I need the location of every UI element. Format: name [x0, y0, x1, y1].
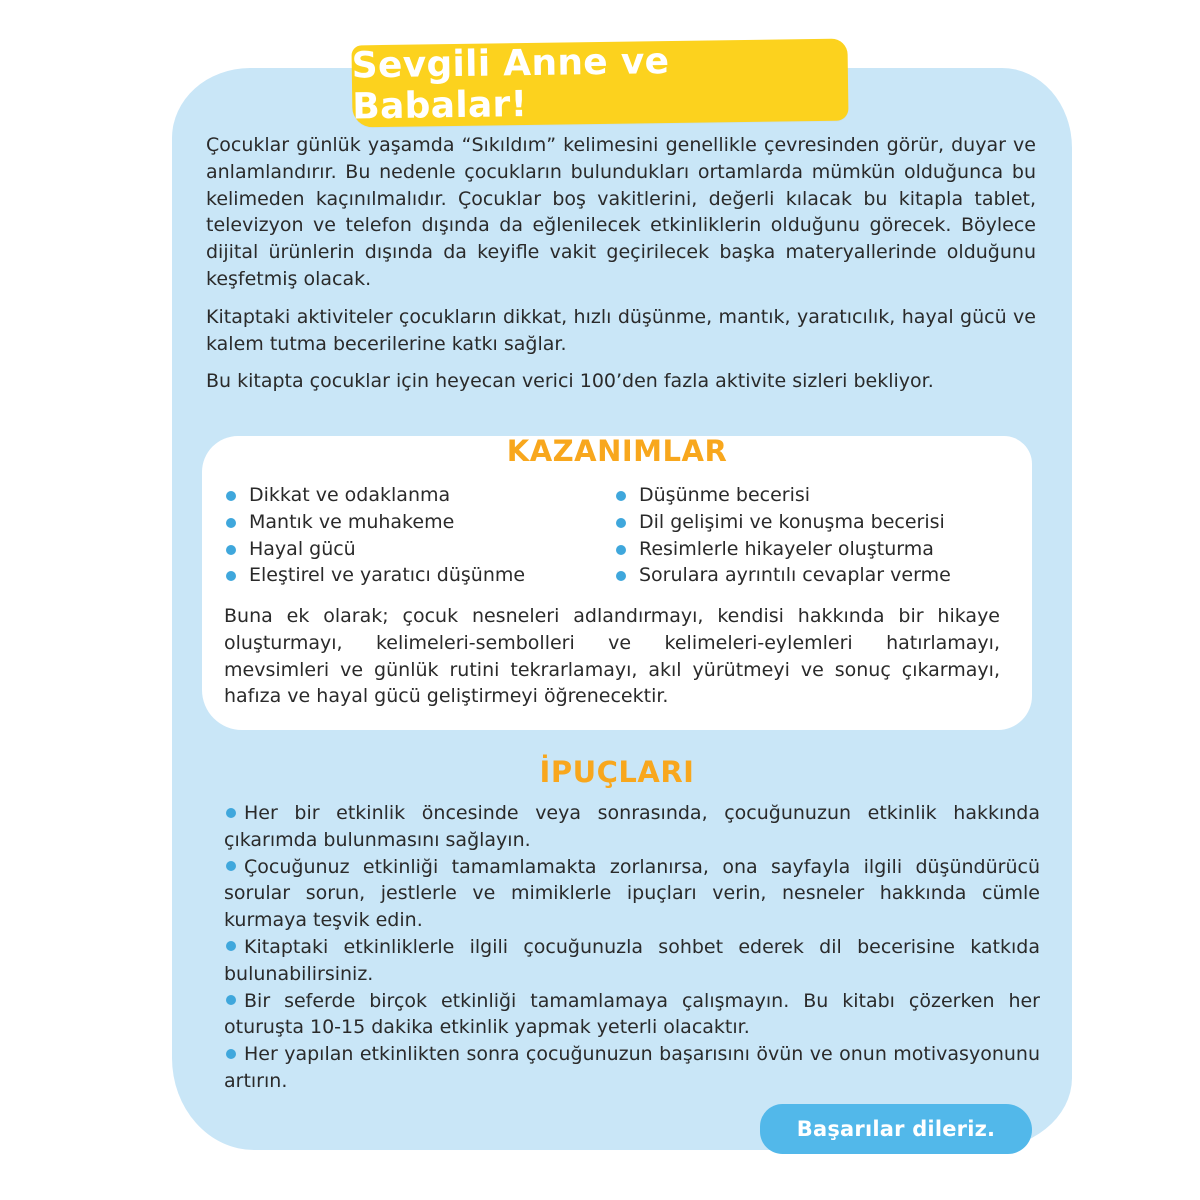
- intro-paragraph-1: Çocuklar günlük yaşamda “Sıkıldım” kelimesini genellikle çevresinden görür, duyar ve anlamlandırır. Bu nedenle çocukların bulundukları ortamlarda mümkün olduğunca bu kelimeden kaçınılmalıdır. Çocuklar boş vakitlerini, değerli kılacak bu kitapla tablet, televizyon ve telefon dışında da eğlenilecek etkinliklerin olduğunu görecek. Böylece dijital ürünlerin dışında da keyifle vakit geçirilecek başka materyallerinde olduğunu keşfetmiş olacak.: [206, 134, 1036, 290]
- bullet-icon: [616, 571, 626, 581]
- bullet-icon: [226, 545, 236, 555]
- list-item-label: Hayal gücü: [249, 537, 356, 560]
- bullet-icon: [616, 491, 626, 501]
- list-item: [612, 482, 1012, 509]
- tip-text: Her bir etkinlik öncesinde veya sonrasında, çocuğunuzun etkinlik hakkında çıkarımda bulunmasını sağlayın.: [224, 802, 1040, 851]
- tip-item: [224, 854, 1040, 934]
- footer-label: Başarılar dileriz.: [796, 1117, 996, 1141]
- intro-section: [206, 132, 1036, 406]
- tip-item: [224, 800, 1040, 854]
- title-banner: [351, 39, 848, 128]
- list-item: [612, 536, 1012, 563]
- kazanimlar-columns: [222, 482, 1012, 589]
- tip-item: [224, 1041, 1040, 1095]
- list-item-label: Sorulara ayrıntılı cevaplar verme: [639, 564, 951, 587]
- list-item: [222, 509, 612, 536]
- tip-item: [224, 934, 1040, 988]
- list-item-label: Düşünme becerisi: [639, 484, 811, 506]
- page-title: Sevgili Anne ve Babalar!: [351, 41, 670, 128]
- list-item: [612, 509, 1012, 536]
- bullet-icon: [226, 941, 236, 951]
- tip-text: Kitaptaki etkinliklerle ilgili çocuğunuzla sohbet ederek dil becerisine katkıda bulunabilirsiniz.: [224, 935, 1040, 985]
- bullet-icon: [226, 571, 236, 581]
- list-item: [222, 562, 612, 589]
- bullet-icon: [226, 491, 236, 501]
- tip-text: Her yapılan etkinlikten sonra çocuğunuzun başarısını övün ve onun motivasyonunu artırın.: [224, 1043, 1040, 1092]
- list-item-label: Mantık ve muhakeme: [249, 510, 455, 533]
- bullet-icon: [226, 808, 236, 818]
- bullet-icon: [226, 518, 236, 528]
- list-item: [612, 562, 1012, 589]
- list-item: [222, 536, 612, 563]
- list-item-label: Resimlerle hikayeler oluşturma: [639, 537, 934, 560]
- bullet-icon: [616, 518, 626, 528]
- bullet-icon: [226, 995, 236, 1005]
- bullet-icon: [226, 1049, 236, 1059]
- ipuclari-title: İPUÇLARI: [539, 755, 695, 789]
- list-item: [222, 482, 612, 509]
- ipuclari-list: [224, 800, 1040, 1095]
- kazanimlar-right-list: [612, 482, 1012, 589]
- footer-badge: [760, 1104, 1032, 1154]
- tip-text: Çocuğunuz etkinliği tamamlamakta zorlanırsa, ona sayfayla ilgili düşündürücü sorular sorun, jestlerle ve mimiklerle ipuçları verin, nesneler hakkında cümle kurmaya teşvik edin.: [224, 855, 1040, 932]
- bullet-icon: [616, 545, 626, 555]
- list-item-label: Eleştirel ve yaratıcı düşünme: [249, 564, 526, 587]
- kazanimlar-extra-paragraph: Buna ek olarak; çocuk nesneleri adlandırmayı, kendisi hakkında bir hikaye oluşturmayı, kelimeleri-sembolleri ve kelimeleri-eylemleri hatırlamayı, mevsimleri ve günlük rutini tekrarlamayı, akıl yürütmeyi ve sonuç çıkarmayı, hafıza ve hayal gücü geliştirmeyi öğrenecektir.: [224, 605, 1000, 708]
- tip-text: Bir seferde birçok etkinliği tamamlamaya çalışmayın. Bu kitabı çözerken her oturuşta 10-15 dakika etkinlik yapmak yeterli olacaktır.: [224, 989, 1040, 1039]
- bullet-icon: [226, 861, 236, 871]
- list-item-label: Dikkat ve odaklanma: [249, 484, 451, 506]
- kazanimlar-left-list: [222, 482, 612, 589]
- list-item-label: Dil gelişimi ve konuşma becerisi: [639, 510, 945, 533]
- intro-paragraph-2: Kitaptaki aktiviteler çocukların dikkat, hızlı düşünme, mantık, yaratıcılık, hayal gücü ve kalem tutma becerilerine katkı sağlar.: [206, 305, 1036, 355]
- kazanimlar-title: KAZANIMLAR: [506, 434, 728, 468]
- tip-item: [224, 988, 1040, 1042]
- intro-paragraph-3: Bu kitapta çocuklar için heyecan verici 100’den fazla aktivite sizleri bekliyor.: [206, 370, 934, 393]
